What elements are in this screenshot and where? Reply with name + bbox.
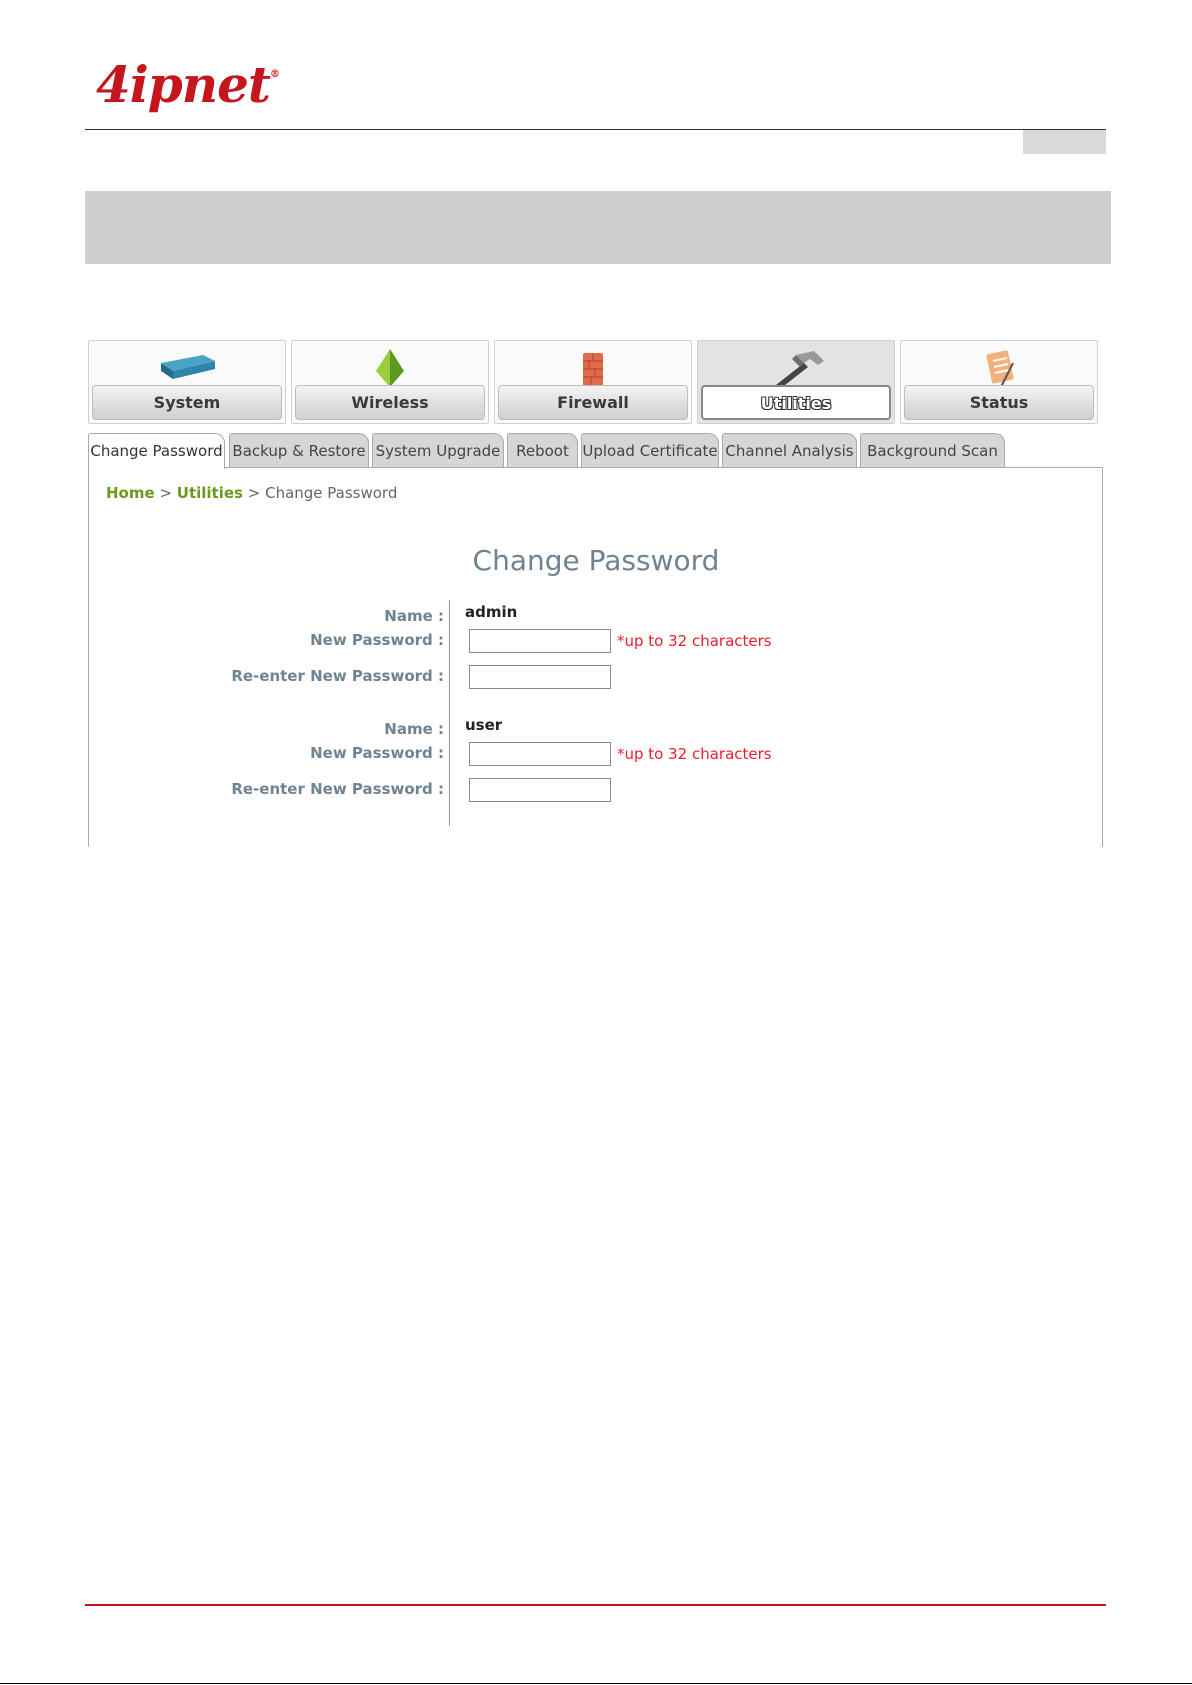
user-name-label: Name :: [384, 720, 444, 738]
menu-firewall[interactable]: [494, 340, 692, 424]
section-banner: [85, 191, 1111, 264]
admin-reenter-password-label: Re-enter New Password :: [231, 667, 444, 685]
menu-utilities-label: Utilities: [701, 385, 891, 420]
menu-firewall-label: Firewall: [498, 385, 688, 420]
user-new-password-label: New Password :: [310, 744, 444, 762]
user-name-value: user: [465, 716, 503, 734]
menu-wireless-label: Wireless: [295, 385, 485, 420]
firewall-brick-icon: [563, 349, 623, 389]
menu-wireless[interactable]: [291, 340, 489, 424]
wireless-pyramid-icon: [360, 349, 420, 389]
tab-channel-analysis[interactable]: Channel Analysis: [722, 433, 857, 468]
status-notepad-icon: [969, 349, 1029, 389]
user-password-hint: *up to 32 characters: [617, 745, 772, 763]
user-new-password-input[interactable]: [469, 742, 611, 766]
admin-password-hint: *up to 32 characters: [617, 632, 772, 650]
router-icon: [157, 349, 217, 389]
breadcrumb: Home > Utilities > Change Password: [106, 484, 398, 502]
admin-new-password-label: New Password :: [310, 631, 444, 649]
tab-backup-restore[interactable]: Backup & Restore: [229, 433, 369, 468]
tab-change-password[interactable]: Change Password: [88, 433, 225, 469]
user-reenter-password-label: Re-enter New Password :: [231, 780, 444, 798]
admin-name-label: Name :: [384, 607, 444, 625]
page-title: Change Password: [472, 544, 720, 577]
menu-status-label: Status: [904, 385, 1094, 420]
menu-system-label: System: [92, 385, 282, 420]
tab-upload-certificate[interactable]: Upload Certificate: [581, 433, 719, 468]
header-page-tab: [1023, 130, 1106, 154]
form-divider: [449, 600, 450, 826]
page-bottom-line: [0, 1683, 1192, 1684]
tab-background-scan[interactable]: Background Scan: [860, 433, 1005, 468]
footer-rule: [85, 1604, 1106, 1606]
menu-system[interactable]: [88, 340, 286, 424]
tab-reboot[interactable]: Reboot: [507, 433, 578, 468]
breadcrumb-utilities-link[interactable]: Utilities: [176, 484, 243, 502]
admin-new-password-input[interactable]: [469, 629, 611, 653]
breadcrumb-home-link[interactable]: Home: [106, 484, 155, 502]
breadcrumb-current: Change Password: [265, 484, 398, 502]
hammer-icon: [766, 349, 826, 389]
admin-name-value: admin: [465, 603, 518, 621]
brand-logo: 4ipnet®: [96, 55, 280, 114]
user-reenter-password-input[interactable]: [469, 778, 611, 802]
menu-status[interactable]: [900, 340, 1098, 424]
admin-reenter-password-input[interactable]: [469, 665, 611, 689]
menu-utilities[interactable]: [697, 340, 895, 424]
header-rule: [85, 129, 1106, 130]
tab-system-upgrade[interactable]: System Upgrade: [372, 433, 504, 468]
